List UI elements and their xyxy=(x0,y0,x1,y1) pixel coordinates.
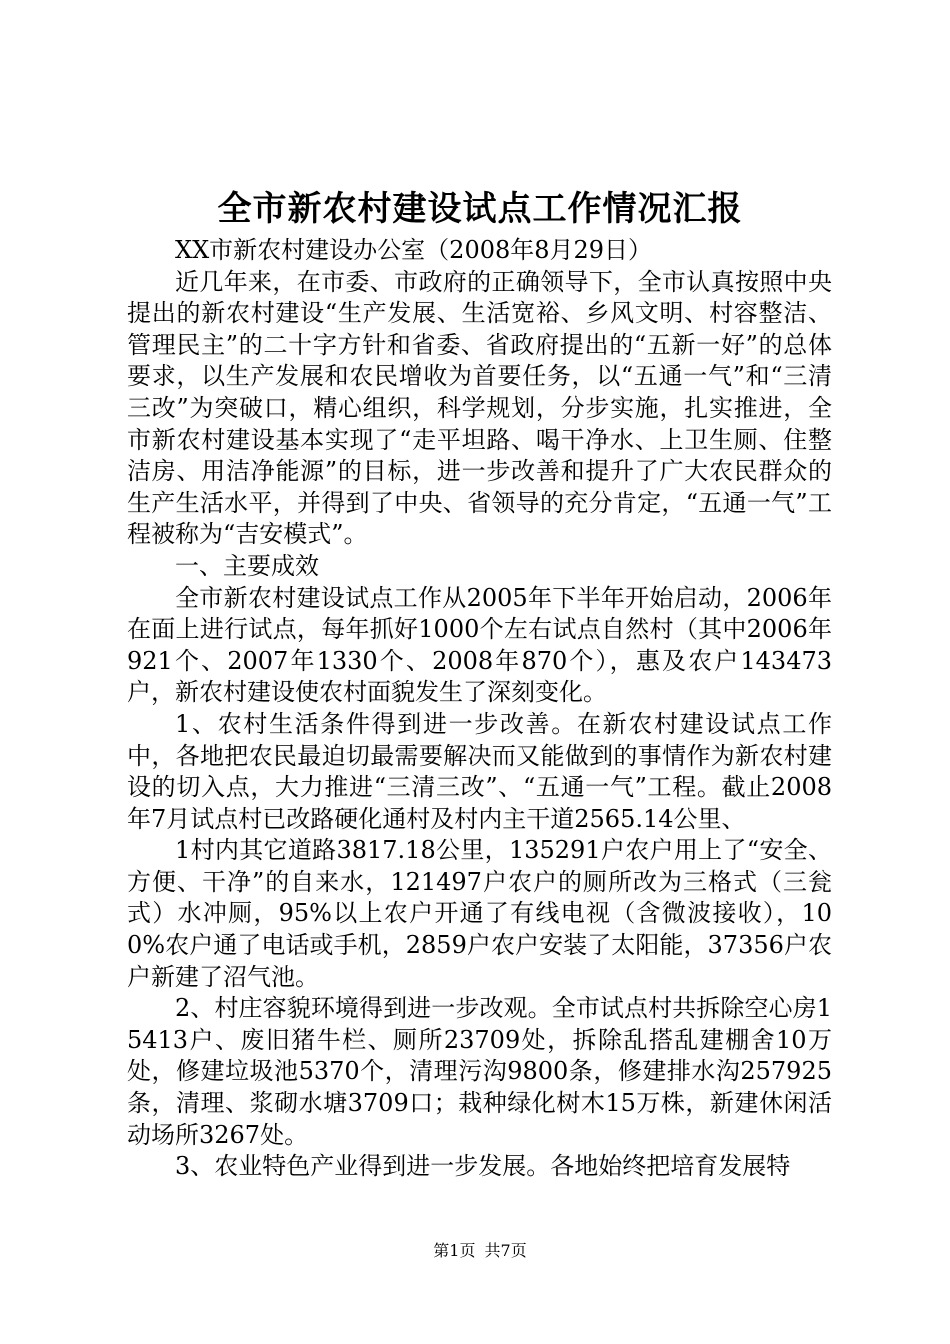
infrastructure-paragraph: 1村内其它道路3817.18公里，135291户农户用上了“安全、方便、干净”的自来水，121497户农户的厕所改为三格式（三瓮式）水冲厕，95%以上农户开通了有线电视（含微波接收），100%农户通了电话或手机，2859户农户安装了太阳能，37356户农户新建了沼气池。 xyxy=(127,836,832,991)
overview-paragraph: 全市新农村建设试点工作从2005年下半年开始启动，2006年在面上进行试点，每年抓好1000个左右试点自然村（其中2006年921个、2007年1330个、2008年870个），惠及农户143473户，新农村建设使农村面貌发生了深刻变化。 xyxy=(127,583,832,707)
document-body xyxy=(127,235,832,1183)
agriculture-paragraph: 3、农业特色产业得到进一步发展。各地始终把培育发展特 xyxy=(175,1152,791,1181)
intro-paragraph: 近几年来，在市委、市政府的正确领导下，全市认真按照中央提出的新农村建设“生产发展、生活宽裕、乡风文明、村容整洁、管理民主”的二十字方针和省委、省政府提出的“五新一好”的总体要求，以生产发展和农民增收为首要任务，以“五通一气”和“三清三改”为突破口，精心组织，科学规划，分步实施，扎实推进，全市新农村建设基本实现了“走平坦路、喝干净水、上卫生厕、住整洁房、用洁净能源”的目标，进一步改善和提升了广大农民群众的生产生活水平，并得到了中央、省领导的充分肯定，“五通一气”工程被称为“吉安模式”。 xyxy=(127,267,832,549)
document-title: 全市新农村建设试点工作情况汇报 xyxy=(217,189,743,229)
page-footer: 第1页 共7页 xyxy=(433,1241,527,1260)
author-date-line: XX市新农村建设办公室（2008年8月29日） xyxy=(175,236,653,264)
section-heading: 一、主要成效 xyxy=(175,551,319,580)
village-environment-paragraph: 2、村庄容貌环境得到进一步改观。全市试点村共拆除空心房15413户、废旧猪牛栏、厕所23709处，拆除乱搭乱建棚舍10万处，修建垃圾池5370个，清理污沟9800条，修建排水沟257925条，清理、浆砌水塘3709口；栽种绿化树木15万株，新建休闲活动场所3267处。 xyxy=(127,994,832,1149)
living-conditions-paragraph: 1、农村生活条件得到进一步改善。在新农村建设试点工作中，各地把农民最迫切最需要解决而又能做到的事情作为新农村建设的切入点，大力推进“三清三改”、“五通一气”工程。截止2008年7月试点村已改路硬化通村及村内主干道2565.14公里、 xyxy=(127,709,832,833)
